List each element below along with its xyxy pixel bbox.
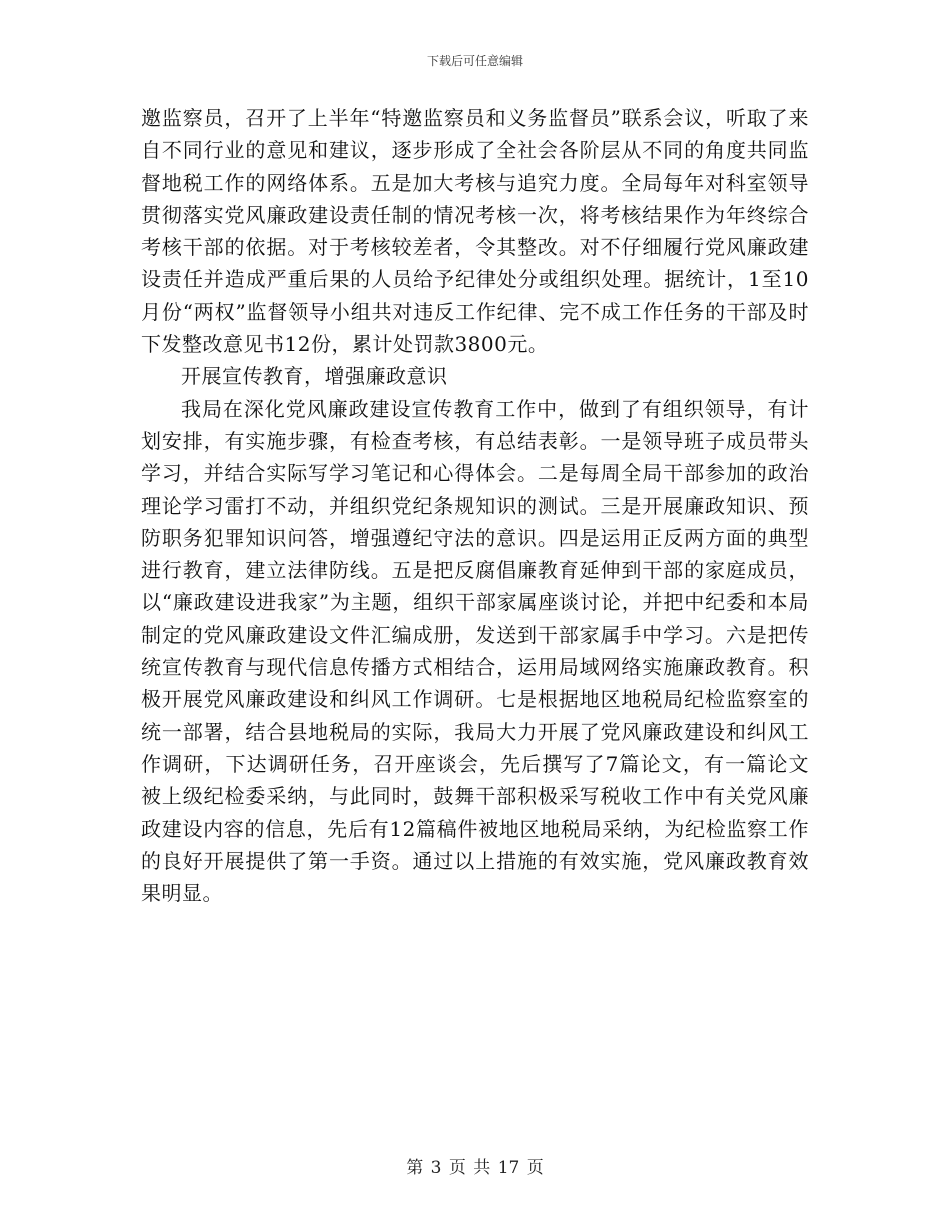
document-body	[141, 102, 809, 909]
body-paragraph: 我局在深化党风廉政建设宣传教育工作中，做到了有组织领导，有计划安排，有实施步骤，有检查考核，有总结表彰。一是领导班子成员带头学习，并结合实际写学习笔记和心得体会。二是每周全局干部参加的政治理论学习雷打不动，并组织党纪条规知识的测试。三是开展廉政知识、预防职务犯罪知识问答，增强遵纪守法的意识。四是运用正反两方面的典型进行教育，建立法律防线。五是把反腐倡廉教育延伸到干部的家庭成员，以“廉政建设进我家”为主题，组织干部家属座谈讨论，并把中纪委和本局制定的党风廉政建设文件汇编成册，发送到干部家属手中学习。六是把传统宣传教育与现代信息传播方式相结合，运用局域网络实施廉政教育。积极开展党风廉政建设和纠风工作调研。七是根据地区地税局纪检监察室的统一部署，结合县地税局的实际，我局大力开展了党风廉政建设和纠风工作调研，下达调研任务，召开座谈会，先后撰写了7篇论文，有一篇论文被上级纪检委采纳，与此同时，鼓舞干部积极采写税收工作中有关党风廉政建设内容的信息，先后有12篇稿件被地区地税局采纳，为纪检监察工作的良好开展提供了第一手资。通过以上措施的有效实施，党风廉政教育效果明显。	[141, 396, 809, 906]
page-header: 下载后可任意编辑	[426, 54, 523, 68]
page-number: 第 3 页 共 17 页	[406, 1158, 544, 1178]
section-heading: 开展宣传教育，增强廉政意识	[181, 364, 448, 389]
body-paragraph-continued: 邀监察员，召开了上半年“特邀监察员和义务监督员”联系会议，听取了来自不同行业的意见和建议，逐步形成了全社会各阶层从不同的角度共同监督地税工作的网络体系。五是加大考核与追究力度。全局每年对科室领导贯彻落实党风廉政建设责任制的情况考核一次，将考核结果作为年终综合考核干部的依据。对于考核较差者，令其整改。对不仔细履行党风廉政建设责任并造成严重后果的人员给予纪律处分或组织处理。据统计，1至10月份“两权”监督领导小组共对违反工作纪律、完不成工作任务的干部及时下发整改意见书12份，累计处罚款3800元。	[141, 106, 809, 357]
